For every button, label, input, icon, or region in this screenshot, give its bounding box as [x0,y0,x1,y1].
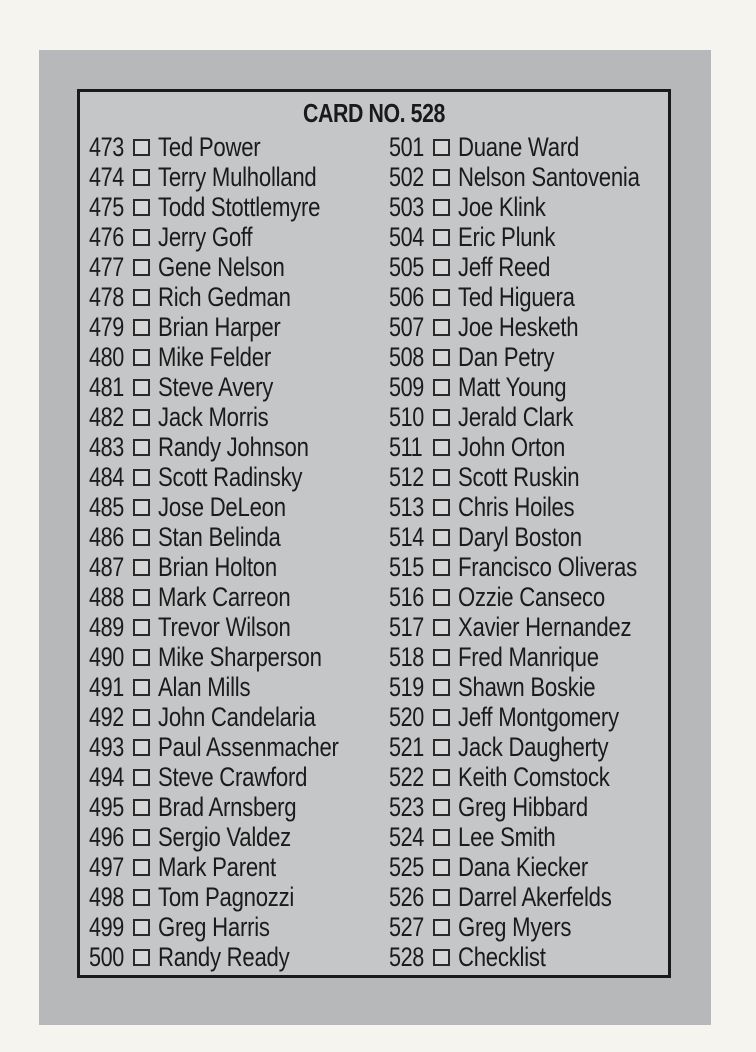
checklist-row [89,612,378,642]
checklist-row [89,402,378,432]
card-number: 503 [389,191,424,222]
player-name: Gene Nelson [158,251,285,282]
checklist-row [389,372,680,402]
player-name: Steve Crawford [158,761,308,792]
card-number: 488 [89,581,124,612]
checklist-row [89,942,378,972]
checklist-row [389,732,680,762]
checklist-row [389,192,680,222]
checkbox[interactable] [433,319,450,336]
checklist-row [389,282,680,312]
player-name: Paul Assenmacher [158,731,339,762]
player-name: Randy Ready [158,941,290,972]
card-number: 511 [389,431,423,462]
player-name: Keith Comstock [458,761,610,792]
checkbox[interactable] [433,349,450,366]
player-name: Mark Carreon [158,581,291,612]
checkbox[interactable] [433,409,450,426]
player-name: Xavier Hernandez [458,611,632,642]
player-name: Jerald Clark [458,401,574,432]
checklist-row [89,522,378,552]
player-name: Jeff Montgomery [458,701,619,732]
player-name: Checklist [458,941,546,972]
card-number: 517 [389,611,424,642]
card-number: 502 [389,161,424,192]
player-name: Stan Belinda [158,521,281,552]
player-name: Joe Hesketh [458,311,579,342]
player-name: Mark Parent [158,851,276,882]
checkbox[interactable] [433,379,450,396]
checklist-row [89,342,378,372]
player-name: John Orton [458,431,566,462]
checklist-row [389,402,680,432]
player-name: Scott Radinsky [158,461,303,492]
checkbox[interactable] [133,949,150,966]
checkbox[interactable] [433,919,450,936]
card-number: 518 [389,641,424,672]
checkbox[interactable] [133,559,150,576]
checkbox[interactable] [433,589,450,606]
checkbox[interactable] [133,379,150,396]
checkbox[interactable] [433,199,450,216]
checkbox[interactable] [133,349,150,366]
checklist-row [89,222,378,252]
card-number: 495 [89,791,124,822]
checkbox[interactable] [433,769,450,786]
checklist-row [89,252,378,282]
checklist-row [389,822,680,852]
checklist-row [389,342,680,372]
checklist-row [389,672,680,702]
player-name: Todd Stottlemyre [158,191,321,222]
card-number: 513 [389,491,424,522]
player-name: John Candelaria [158,701,316,732]
card-number: 509 [389,371,424,402]
player-name: Greg Harris [158,911,270,942]
checkbox[interactable] [133,229,150,246]
checkbox[interactable] [433,799,450,816]
player-name: Dan Petry [458,341,555,372]
checkbox[interactable] [433,739,450,756]
card-number: 490 [89,641,124,672]
card-number: 473 [89,131,124,162]
checklist-row [389,522,680,552]
card-number: 525 [389,851,424,882]
card-number: 482 [89,401,124,432]
checkbox[interactable] [133,439,150,456]
checkbox[interactable] [133,889,150,906]
checklist-row [389,612,680,642]
card-number: 520 [389,701,424,732]
checklist-row [389,132,680,162]
checkbox[interactable] [133,679,150,696]
checklist-row [89,702,378,732]
checkbox[interactable] [433,499,450,516]
player-name: Darrel Akerfelds [458,881,612,912]
checklist-row [89,432,378,462]
player-name: Rich Gedman [158,281,291,312]
checkbox[interactable] [433,709,450,726]
player-name: Jack Daugherty [458,731,609,762]
checklist-row [389,582,680,612]
checklist-row [389,252,680,282]
checkbox[interactable] [133,739,150,756]
card-number: 501 [389,131,424,162]
player-name: Alan Mills [158,671,251,702]
checkbox[interactable] [133,139,150,156]
checklist-row [89,822,378,852]
checkbox[interactable] [433,829,450,846]
player-name: Mike Sharperson [158,641,322,672]
player-name: Scott Ruskin [458,461,580,492]
card-number: 512 [389,461,424,492]
checklist-row [89,582,378,612]
player-name: Jose DeLeon [158,491,286,522]
checkbox[interactable] [433,949,450,966]
player-name: Brian Holton [158,551,277,582]
card-title: CARD NO. 528 [303,98,445,128]
card-number: 506 [389,281,424,312]
checklist-row [89,492,378,522]
card-number: 521 [389,731,424,762]
checklist-row [89,282,378,312]
card-number: 515 [389,551,424,582]
checkbox[interactable] [433,679,450,696]
card-number: 489 [89,611,124,642]
checklist-row [389,552,680,582]
player-name: Jerry Goff [158,221,253,252]
player-name: Lee Smith [458,821,556,852]
checklist-row [389,642,680,672]
card-number: 524 [389,821,424,852]
checkbox[interactable] [133,919,150,936]
checklist-row [89,642,378,672]
checklist-row [89,792,378,822]
player-name: Ted Power [158,131,261,162]
card-number: 485 [89,491,124,522]
checklist-row [89,552,378,582]
checkbox[interactable] [133,619,150,636]
checkbox[interactable] [433,529,450,546]
checklist-row [389,312,680,342]
checklist-row [389,792,680,822]
card-number: 478 [89,281,124,312]
checkbox[interactable] [433,229,450,246]
player-name: Nelson Santovenia [458,161,640,192]
checklist-left-column [89,132,378,972]
checkbox[interactable] [133,529,150,546]
checkbox[interactable] [133,859,150,876]
player-name: Joe Klink [458,191,546,222]
card-number: 523 [389,791,424,822]
checklist-row [389,162,680,192]
checkbox[interactable] [433,619,450,636]
card-number: 494 [89,761,124,792]
player-name: Sergio Valdez [158,821,292,852]
checklist-row [389,462,680,492]
card-number: 477 [89,251,124,282]
checklist-row [389,492,680,522]
checkbox[interactable] [133,199,150,216]
checklist-row [89,312,378,342]
player-name: Jeff Reed [458,251,551,282]
player-name: Ted Higuera [458,281,575,312]
card-number: 480 [89,341,124,372]
checklist-row [389,912,680,942]
checklist-row [89,162,378,192]
checklist-row [89,672,378,702]
player-name: Fred Manrique [458,641,599,672]
checklist-row [89,732,378,762]
player-name: Randy Johnson [158,431,309,462]
card-number: 500 [89,941,124,972]
player-name: Brian Harper [158,311,281,342]
card-number: 486 [89,521,124,552]
card-number: 504 [389,221,424,252]
checkbox[interactable] [133,829,150,846]
checklist-row [89,372,378,402]
player-name: Jack Morris [158,401,269,432]
card-number: 519 [389,671,424,702]
card-number: 484 [89,461,124,492]
checkbox[interactable] [133,469,150,486]
checklist-row [389,942,680,972]
checkbox[interactable] [433,259,450,276]
checklist-row [389,882,680,912]
card-number: 510 [389,401,424,432]
card-number: 474 [89,161,124,192]
card-number: 493 [89,731,124,762]
checklist-row [389,222,680,252]
player-name: Duane Ward [458,131,580,162]
card-number: 527 [389,911,424,942]
card-number: 508 [389,341,424,372]
checkbox[interactable] [133,709,150,726]
checklist-row [389,702,680,732]
checkbox[interactable] [133,769,150,786]
checklist-row [89,192,378,222]
checkbox[interactable] [433,289,450,306]
checklist-row [389,852,680,882]
checkbox[interactable] [433,169,450,186]
card-number: 507 [389,311,424,342]
card-number: 516 [389,581,424,612]
player-name: Brad Arnsberg [158,791,297,822]
checkbox[interactable] [133,289,150,306]
player-name: Chris Hoiles [458,491,575,522]
checklist-right-column [389,132,680,972]
card-number: 497 [89,851,124,882]
checkbox[interactable] [133,259,150,276]
checklist-row [89,462,378,492]
checkbox[interactable] [133,799,150,816]
card-number: 483 [89,431,124,462]
card-number: 492 [89,701,124,732]
checkbox[interactable] [133,499,150,516]
card-number: 499 [89,911,124,942]
player-name: Eric Plunk [458,221,556,252]
card-number: 528 [389,941,424,972]
checklist-row [389,432,680,462]
checklist-row [89,852,378,882]
player-name: Terry Mulholland [158,161,317,192]
player-name: Dana Kiecker [458,851,588,882]
checkbox[interactable] [133,319,150,336]
card-number: 481 [89,371,124,402]
card-number: 514 [389,521,424,552]
checklist-row [89,882,378,912]
card-number: 479 [89,311,124,342]
card-number: 475 [89,191,124,222]
checkbox[interactable] [433,859,450,876]
checkbox[interactable] [433,889,450,906]
checkbox[interactable] [133,169,150,186]
checkbox[interactable] [133,409,150,426]
player-name: Shawn Boskie [458,671,596,702]
card-number: 487 [89,551,124,582]
player-name: Francisco Oliveras [458,551,637,582]
card-number: 522 [389,761,424,792]
player-name: Tom Pagnozzi [158,881,295,912]
player-name: Steve Avery [158,371,274,402]
checkbox[interactable] [133,649,150,666]
checklist-row [89,912,378,942]
checklist-row [389,762,680,792]
player-name: Trevor Wilson [158,611,291,642]
checkbox[interactable] [433,469,450,486]
player-name: Daryl Boston [458,521,582,552]
checklist-panel [77,89,671,978]
card-number: 526 [389,881,424,912]
player-name: Matt Young [458,371,567,402]
checklist-row [89,762,378,792]
checkbox[interactable] [433,649,450,666]
card-number: 505 [389,251,424,282]
checkbox[interactable] [433,439,450,456]
player-name: Greg Myers [458,911,572,942]
checkbox[interactable] [433,139,450,156]
card-number: 496 [89,821,124,852]
card-number: 491 [89,671,124,702]
card-number: 498 [89,881,124,912]
player-name: Ozzie Canseco [458,581,605,612]
player-name: Mike Felder [158,341,271,372]
player-name: Greg Hibbard [458,791,588,822]
card-number: 476 [89,221,124,252]
checklist-row [89,132,378,162]
checkbox[interactable] [133,589,150,606]
checkbox[interactable] [433,559,450,576]
